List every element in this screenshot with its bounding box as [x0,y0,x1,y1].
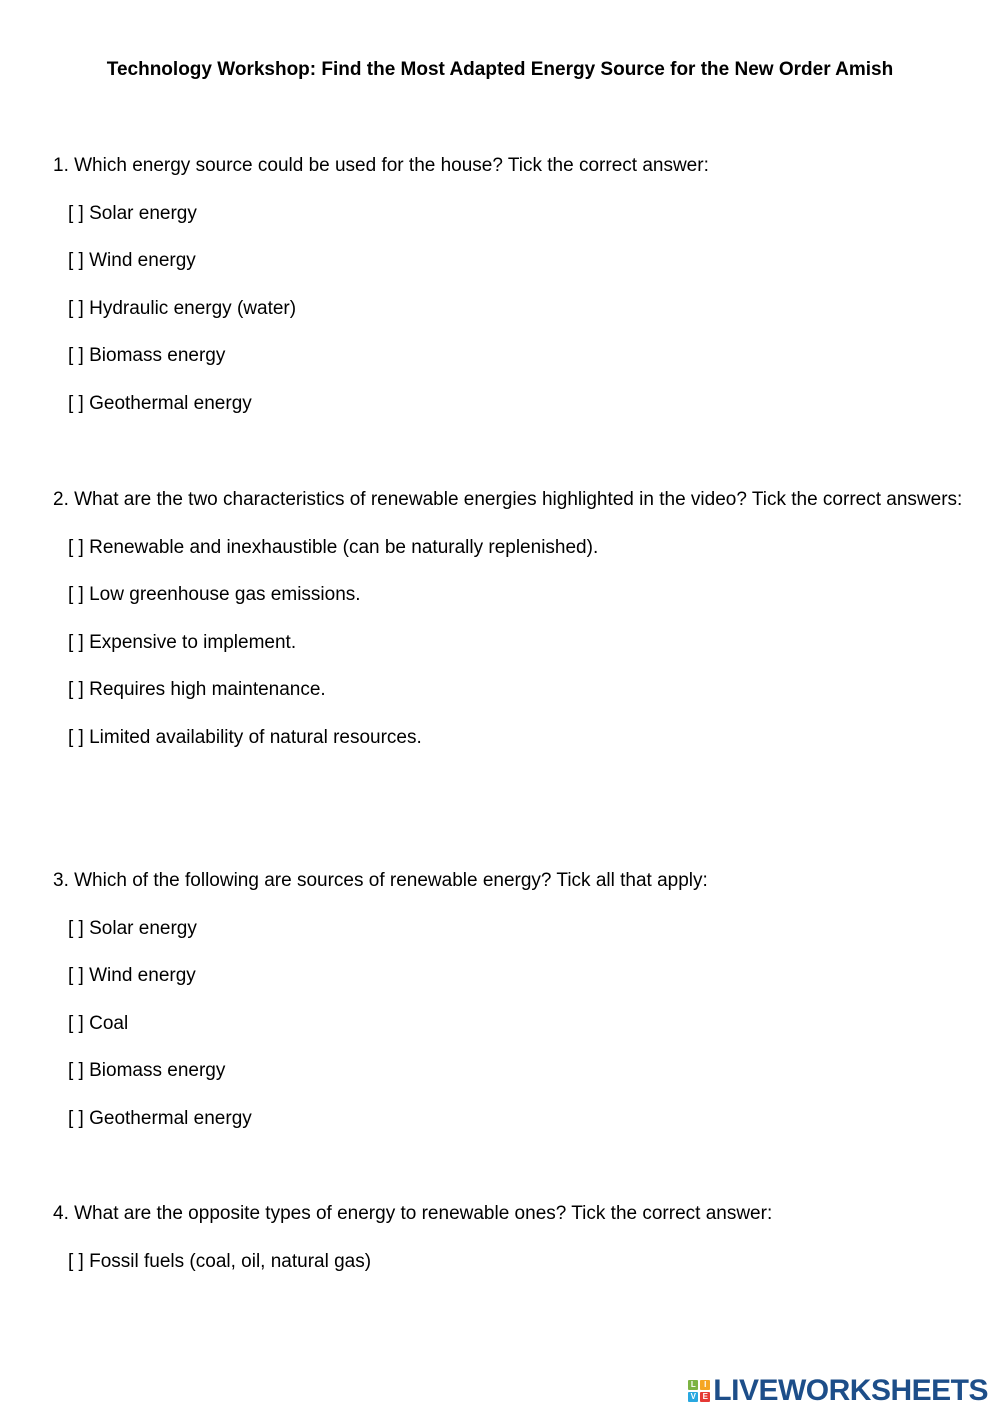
option-hydraulic[interactable]: [ ] Hydraulic energy (water) [68,297,297,319]
option-biomass[interactable]: [ ] Biomass energy [68,345,226,366]
option-renewable[interactable]: [ ] Renewable and inexhaustible (can be naturally replenished). [68,536,599,558]
option-solar[interactable]: [ ] Solar energy [68,917,197,939]
logo-icon [688,1380,710,1402]
question-2 [0,476,1000,761]
option-limited[interactable]: [ ] Limited availability of natural resources. [68,726,422,748]
question-4 [0,1190,1000,1285]
option-coal[interactable]: [ ] Coal [68,1012,129,1034]
option-geothermal[interactable]: [ ] Geothermal energy [68,392,252,414]
question-1 [0,142,1000,427]
logo-text: LIVEWORKSHEETS [713,1374,988,1407]
logo-letter: E [700,1392,710,1402]
question-text: 2. What are the two characteristics of renewable energies highlighted in the video? Tick the correct answers: [53,489,963,510]
option-wind[interactable]: [ ] Wind energy [68,965,196,986]
liveworksheets-logo [688,1374,988,1408]
option-low-emissions[interactable]: [ ] Low greenhouse gas emissions. [68,584,361,605]
page-title: Technology Workshop: Find the Most Adapted Energy Source for the New Order Amish [106,59,894,80]
option-geothermal[interactable]: [ ] Geothermal energy [68,1107,252,1129]
option-biomass[interactable]: [ ] Biomass energy [68,1060,226,1081]
option-fossil-fuels[interactable]: [ ] Fossil fuels (coal, oil, natural gas) [68,1250,372,1272]
question-text: 3. Which of the following are sources of renewable energy? Tick all that apply: [53,870,708,891]
question-text: 1. Which energy source could be used for the house? Tick the correct answer: [53,155,709,176]
question-text: 4. What are the opposite types of energy to renewable ones? Tick the correct answer: [53,1203,773,1224]
option-maintenance[interactable]: [ ] Requires high maintenance. [68,679,326,700]
option-solar[interactable]: [ ] Solar energy [68,202,197,224]
logo-letter: I [700,1380,710,1390]
logo-letter: L [688,1380,698,1390]
option-expensive[interactable]: [ ] Expensive to implement. [68,631,297,653]
option-wind[interactable]: [ ] Wind energy [68,250,196,271]
logo-letter: V [688,1392,698,1402]
question-3 [0,857,1000,1142]
